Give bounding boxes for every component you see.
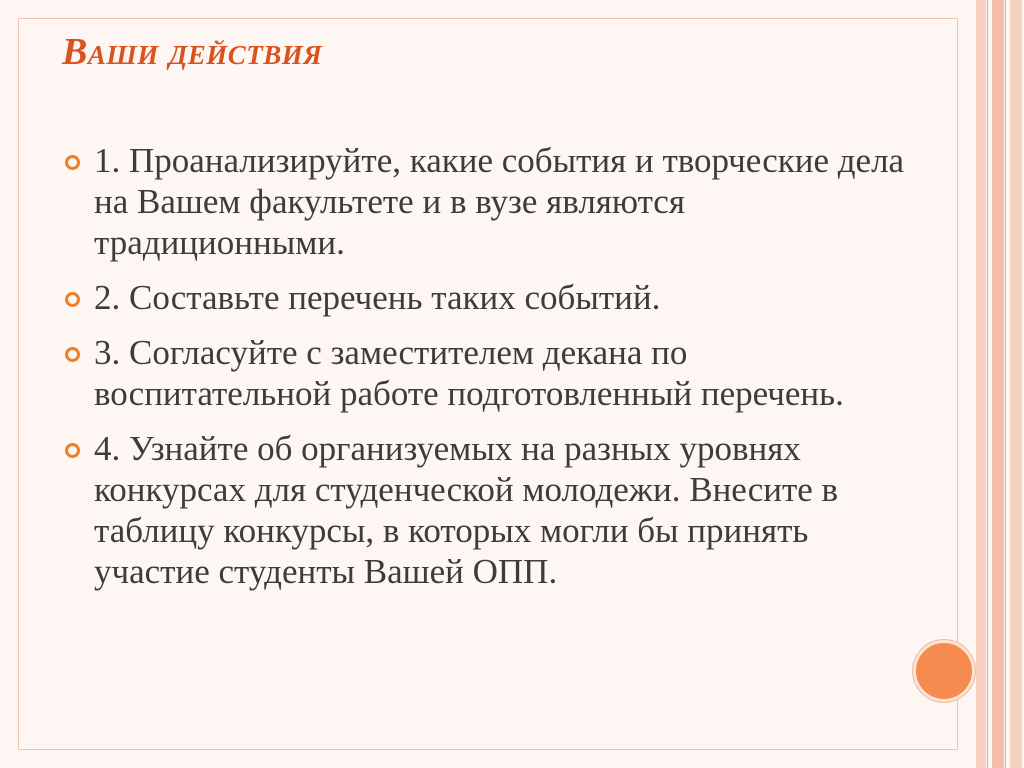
slide-title: Ваши действия xyxy=(62,31,323,73)
list-item-text: 1. Проанализируйте, какие события и творческие дела на Вашем факультете и в вузе являются традиционными. xyxy=(94,141,905,262)
decorative-stripe-line xyxy=(987,0,988,768)
ring-bullet-icon xyxy=(65,155,80,170)
list-item-text: 3. Согласуйте с заместителем декана по воспитательной работе подготовленный перечень. xyxy=(94,333,844,413)
decorative-stripe-line xyxy=(1005,0,1006,768)
orange-circle-decoration xyxy=(913,640,975,702)
list-item xyxy=(62,140,922,263)
list-item-text: 4. Узнайте об организуемых на разных уровнях конкурсах для студенческой молодежи. Внесите в таблицу конкурсы, в которых могли бы принять участие студенты Вашей ОПП. xyxy=(94,429,839,591)
decorative-stripe xyxy=(992,0,1004,768)
decorative-stripe xyxy=(1010,0,1022,768)
action-list xyxy=(62,140,922,606)
list-item-text: 2. Составьте перечень таких событий. xyxy=(94,278,661,317)
list-item xyxy=(62,428,922,592)
ring-bullet-icon xyxy=(65,443,80,458)
list-item xyxy=(62,332,922,414)
ring-bullet-icon xyxy=(65,292,80,307)
ring-bullet-icon xyxy=(65,347,80,362)
list-item xyxy=(62,277,922,318)
decorative-stripe xyxy=(976,0,986,768)
